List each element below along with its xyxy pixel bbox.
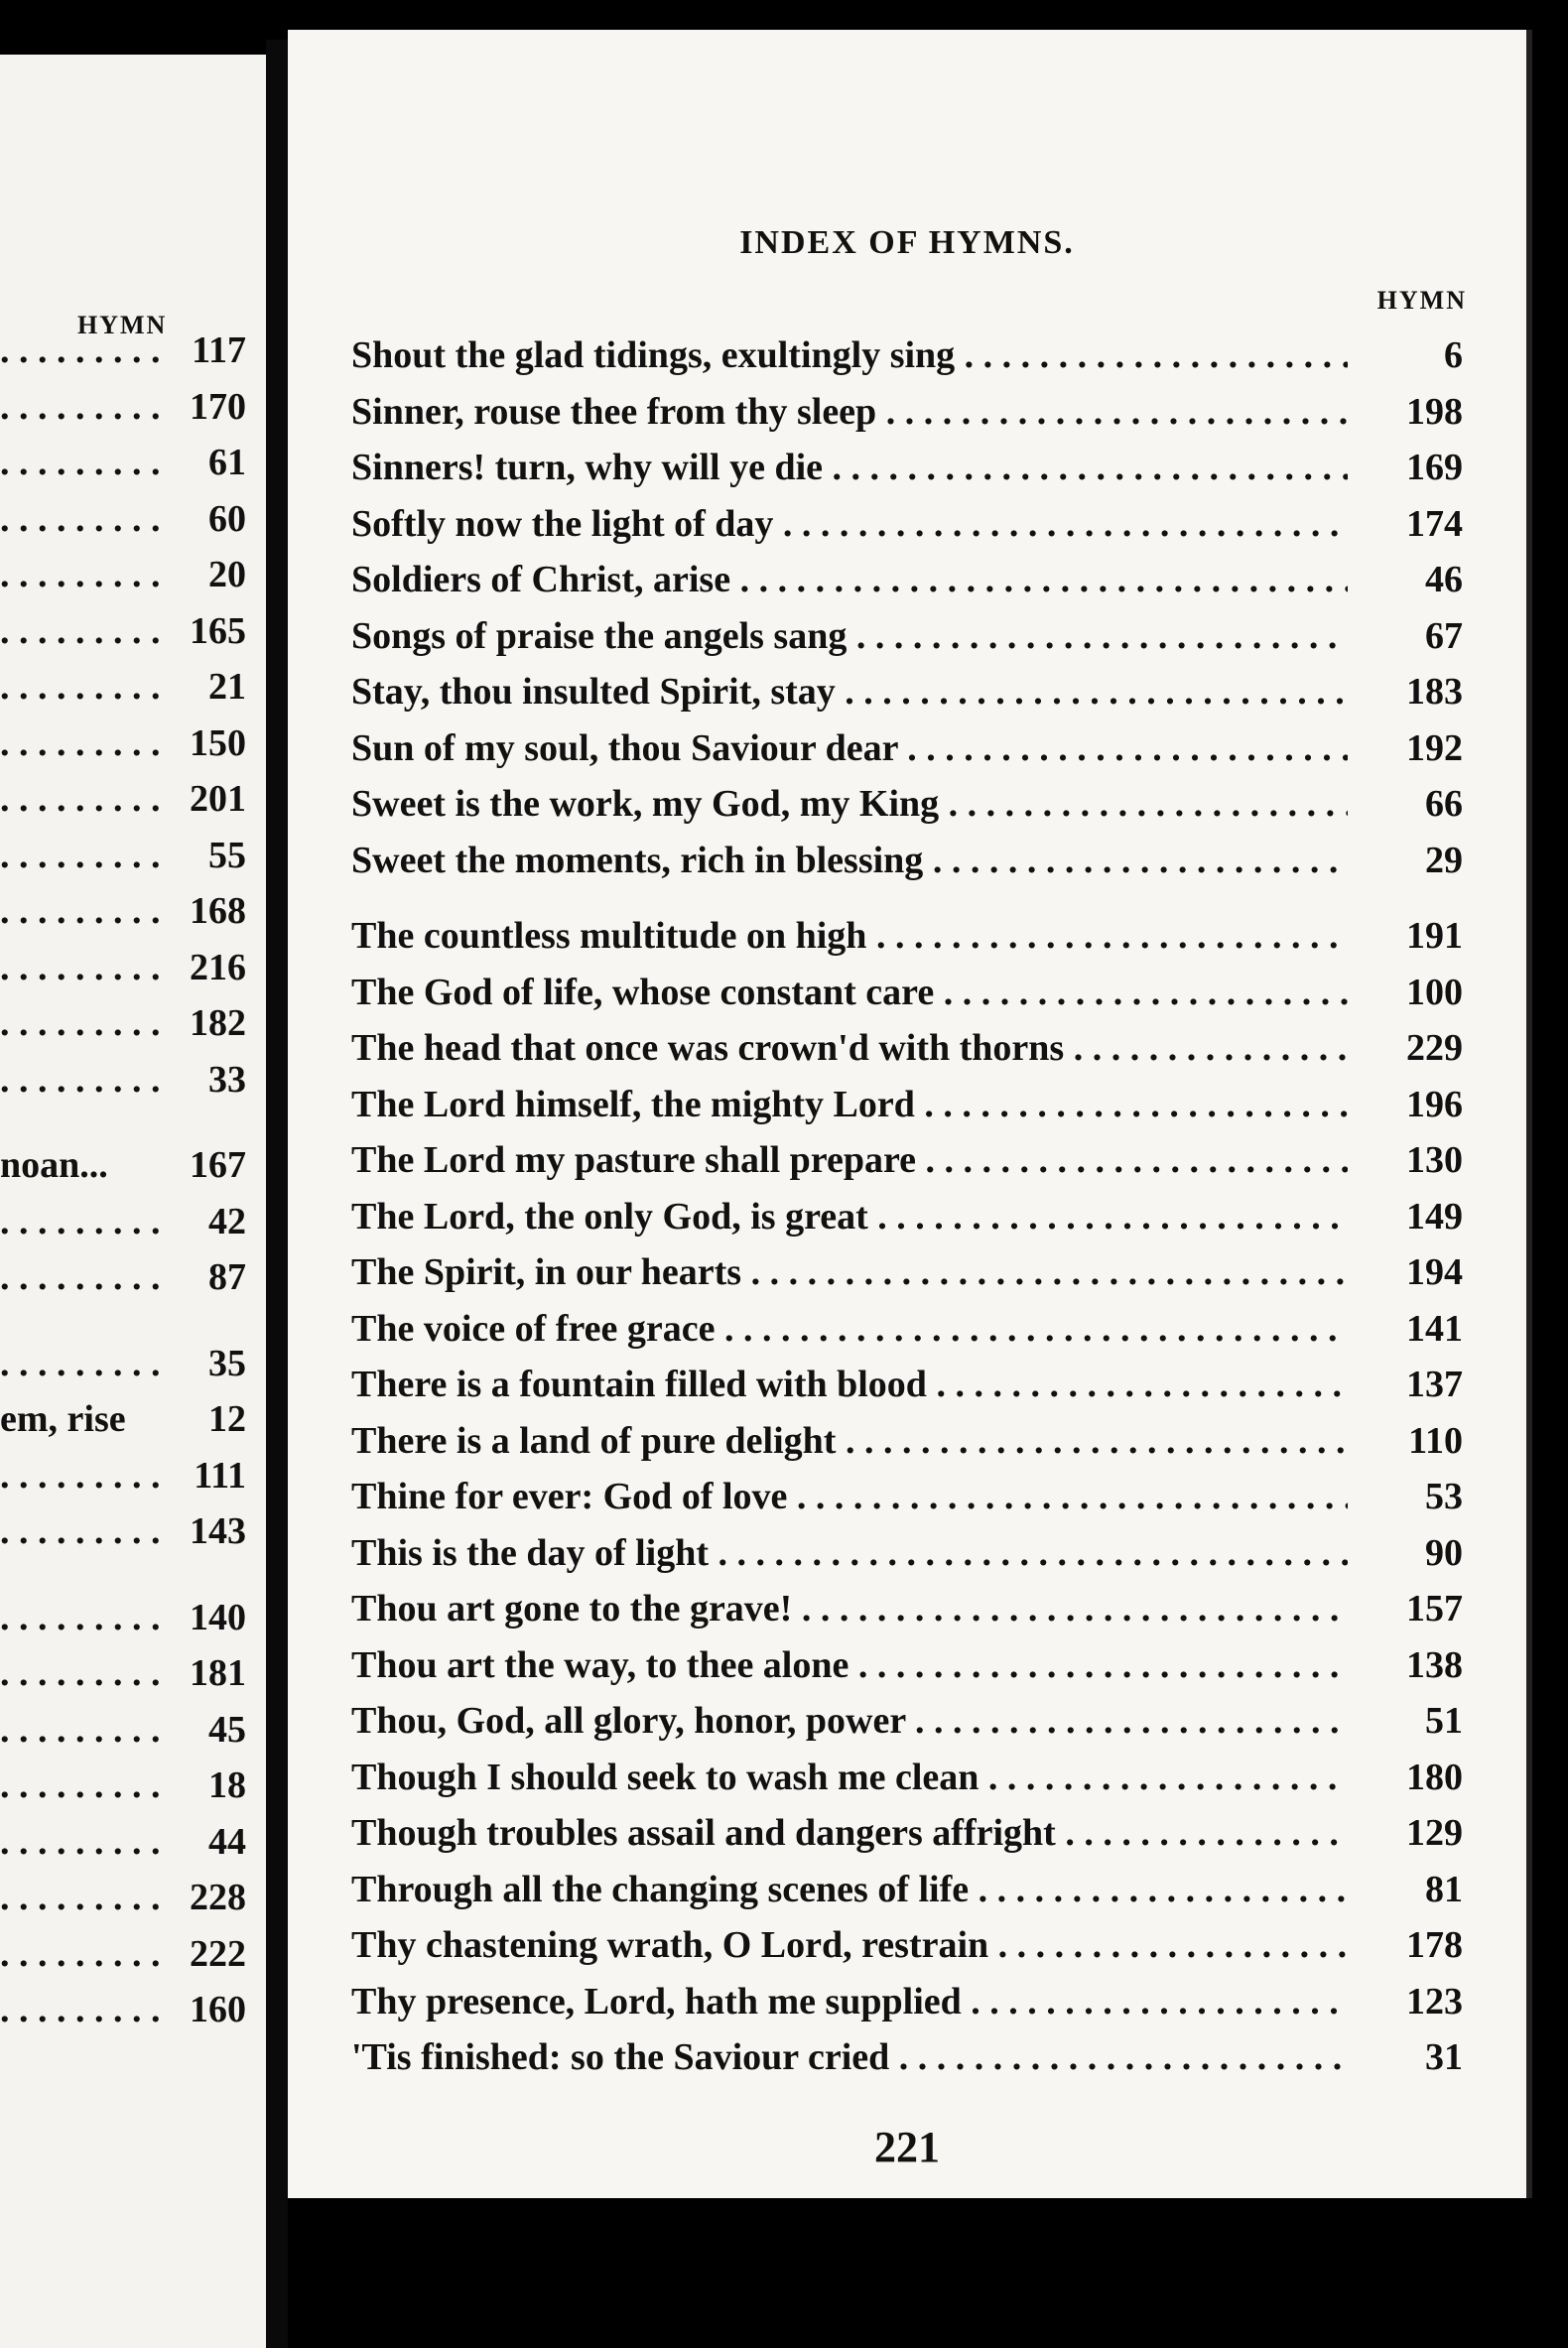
- left-index-entry: [0, 1139, 266, 1191]
- left-hymn-number: 228: [190, 1877, 246, 1918]
- left-hymn-number: 167: [190, 1144, 246, 1186]
- left-entry-fragment: [0, 1338, 159, 1389]
- hymn-title: Stay, thou insulted Spirit, stay . . .: [351, 666, 1348, 717]
- index-entry: [288, 1134, 1526, 1186]
- left-index-entry: [0, 549, 266, 600]
- index-entry: [288, 1583, 1526, 1634]
- left-entry-fragment: [0, 493, 159, 545]
- left-hymn-number: 140: [190, 1596, 246, 1638]
- left-hymn-number: 222: [190, 1932, 246, 1975]
- left-index-entry: [0, 1338, 266, 1389]
- left-hymn-number: 21: [208, 666, 246, 708]
- hymn-title: The head that once was crown'd with thorns . . .: [351, 1022, 1348, 1074]
- index-entry: [288, 666, 1526, 717]
- hymn-number: 157: [1406, 1588, 1463, 1630]
- index-entry: [288, 778, 1526, 830]
- index-entry: [288, 1919, 1526, 1971]
- left-entry-fragment: [0, 1054, 159, 1106]
- hymn-number: 31: [1425, 2036, 1463, 2078]
- left-hymn-number: 87: [208, 1256, 246, 1298]
- left-index-entry: [0, 605, 266, 657]
- index-entry: [288, 1752, 1526, 1803]
- left-index-entry: [0, 1760, 266, 1811]
- hymn-title: Through all the changing scenes of life . . .: [351, 1864, 1348, 1915]
- hymn-title: The Lord my pasture shall prepare . . .: [351, 1134, 1348, 1186]
- left-entry-fragment: [0, 1592, 159, 1643]
- index-entry: [288, 1303, 1526, 1355]
- index-entry: [288, 1022, 1526, 1074]
- hymn-title: The voice of free grace . . .: [351, 1303, 1348, 1355]
- hymn-number: 149: [1406, 1195, 1463, 1238]
- hymn-number: 51: [1425, 1700, 1463, 1742]
- hymn-number: 169: [1406, 447, 1463, 488]
- hymn-number: 29: [1425, 839, 1463, 881]
- left-index-entry: [0, 493, 266, 545]
- hymn-title: Though I should seek to wash me clean . . .: [351, 1752, 1348, 1803]
- hymn-title: The Lord himself, the mighty Lord . . .: [351, 1079, 1348, 1130]
- left-index-entry: [0, 942, 266, 993]
- hymn-title: Sun of my soul, thou Saviour dear . . .: [351, 722, 1348, 774]
- left-entry-fragment: [0, 1760, 159, 1811]
- left-entry-fragment: [0, 437, 159, 488]
- index-entry: [288, 1864, 1526, 1915]
- hymn-title: Shout the glad tidings, exultingly sing . . .: [351, 329, 1348, 381]
- left-hymn-number: 150: [190, 721, 246, 764]
- left-hymn-number: 143: [190, 1510, 246, 1552]
- hymn-title: The God of life, whose constant care . . .: [351, 967, 1348, 1018]
- left-hymn-number: 201: [190, 778, 246, 820]
- left-index-entry: [0, 1928, 266, 1980]
- left-entry-fragment: [0, 1196, 159, 1247]
- hymn-number: 66: [1425, 783, 1463, 825]
- hymn-number: 53: [1425, 1476, 1463, 1517]
- hymn-title: Sweet the moments, rich in blessing . . .: [351, 835, 1348, 886]
- page-number: 221: [874, 2123, 940, 2171]
- hymn-number: 81: [1425, 1868, 1463, 1910]
- book-spine: [266, 40, 288, 2348]
- index-entry: [288, 1695, 1526, 1747]
- left-column-header: HYMN: [77, 311, 168, 339]
- index-entry: [288, 1246, 1526, 1298]
- page-shadow: [288, 2198, 1532, 2348]
- left-index-entry: [0, 773, 266, 825]
- hymn-title: Softly now the light of day . . .: [351, 498, 1348, 550]
- index-entry: [288, 1191, 1526, 1242]
- left-hymn-number: 35: [208, 1342, 246, 1384]
- left-hymn-number: 44: [208, 1820, 246, 1863]
- index-entry: [288, 1807, 1526, 1859]
- hymn-title: Though troubles assail and dangers affright . . .: [351, 1807, 1348, 1859]
- left-hymn-number: 18: [208, 1764, 246, 1806]
- index-entry: [288, 722, 1526, 774]
- left-index-entry: [0, 830, 266, 881]
- left-hymn-number: 182: [190, 1002, 246, 1044]
- left-index-entry: [0, 1450, 266, 1501]
- left-index-entry: [0, 1251, 266, 1303]
- left-index-entry: [0, 1592, 266, 1643]
- left-hymn-number: 33: [208, 1058, 246, 1101]
- left-entry-fragment: noan...: [0, 1144, 108, 1186]
- left-hymn-number: 20: [208, 554, 246, 595]
- left-hymn-number: 168: [190, 890, 246, 932]
- left-index-entry: [0, 885, 266, 937]
- index-entry: [288, 554, 1526, 605]
- hymn-number: 198: [1406, 390, 1463, 433]
- left-index-entry: [0, 1704, 266, 1756]
- hymn-title: The countless multitude on high . . .: [351, 910, 1348, 962]
- left-index-entry: [0, 661, 266, 713]
- left-index-entry: [0, 1647, 266, 1699]
- left-hymn-number: 45: [208, 1708, 246, 1751]
- left-index-entry: [0, 1393, 266, 1445]
- index-entry: [288, 1527, 1526, 1579]
- hymn-number: 196: [1406, 1083, 1463, 1125]
- hymn-title: Thou art gone to the grave! . . .: [351, 1583, 1348, 1634]
- left-index-entry: [0, 325, 266, 376]
- left-hymn-number: 117: [192, 329, 246, 371]
- left-index-entry: [0, 1054, 266, 1106]
- left-hymn-number: 55: [208, 834, 246, 876]
- hymn-title: Sinner, rouse thee from thy sleep . . .: [351, 386, 1348, 438]
- left-hymn-number: 111: [194, 1454, 246, 1497]
- left-entry-fragment: [0, 381, 159, 433]
- left-entry-fragment: [0, 830, 159, 881]
- index-entry: [288, 1079, 1526, 1130]
- hymn-number: 100: [1406, 971, 1463, 1013]
- left-hymn-number: 12: [208, 1398, 246, 1440]
- hymn-number: 123: [1406, 1980, 1463, 2022]
- left-entry-fragment: [0, 661, 159, 713]
- left-entry-fragment: [0, 717, 159, 769]
- running-title: INDEX OF HYMNS.: [739, 224, 1075, 261]
- hymn-number: 194: [1406, 1251, 1463, 1293]
- hymn-title: This is the day of light . . .: [351, 1527, 1348, 1579]
- hymn-number: 180: [1406, 1756, 1463, 1798]
- hymn-title: Thou art the way, to thee alone . . .: [351, 1639, 1348, 1691]
- left-entry-fragment: [0, 325, 159, 376]
- left-entry-fragment: [0, 942, 159, 993]
- left-entry-fragment: [0, 997, 159, 1049]
- left-index-entry: [0, 1196, 266, 1247]
- right-column-header: HYMN: [1376, 286, 1467, 315]
- index-entry: [288, 1639, 1526, 1691]
- left-entry-fragment: [0, 1450, 159, 1501]
- hymn-title: The Lord, the only God, is great . . .: [351, 1191, 1348, 1242]
- left-hymn-number: 60: [208, 497, 246, 540]
- left-index-entry: [0, 997, 266, 1049]
- left-hymn-number: 165: [190, 609, 246, 652]
- hymn-title: Songs of praise the angels sang . . .: [351, 610, 1348, 662]
- hymn-number: 178: [1406, 1924, 1463, 1966]
- left-index-entry: [0, 437, 266, 488]
- index-entry: [288, 967, 1526, 1018]
- left-entry-fragment: [0, 1816, 159, 1868]
- hymn-number: 137: [1406, 1364, 1463, 1405]
- left-entry-fragment: [0, 605, 159, 657]
- left-entry-fragment: [0, 1984, 159, 2035]
- hymn-title: There is a fountain filled with blood . . .: [351, 1359, 1348, 1410]
- hymn-title: Thy presence, Lord, hath me supplied . . .: [351, 1976, 1348, 2027]
- left-entry-fragment: [0, 1647, 159, 1699]
- left-index-entry: [0, 1816, 266, 1868]
- left-hymn-number: 61: [208, 442, 246, 483]
- hymn-title: Thy chastening wrath, O Lord, restrain . . .: [351, 1919, 1348, 1971]
- index-entry: [288, 1359, 1526, 1410]
- left-hymn-number: 216: [190, 946, 246, 988]
- left-page-fragment: [0, 55, 266, 2348]
- hymn-title: Sweet is the work, my God, my King . . .: [351, 778, 1348, 830]
- left-hymn-number: 160: [190, 1989, 246, 2030]
- hymn-number: 192: [1406, 726, 1463, 769]
- index-entry: [288, 1471, 1526, 1522]
- left-hymn-number: 42: [208, 1200, 246, 1242]
- left-index-entry: [0, 1505, 266, 1557]
- left-entry-fragment: [0, 773, 159, 825]
- hymn-number: 130: [1406, 1139, 1463, 1181]
- hymn-number: 90: [1425, 1531, 1463, 1574]
- index-entry: [288, 1976, 1526, 2027]
- left-entry-fragment: [0, 549, 159, 600]
- hymn-number: 174: [1406, 502, 1463, 545]
- left-entry-fragment: [0, 1505, 159, 1557]
- index-entry: [288, 498, 1526, 550]
- hymn-number: 129: [1406, 1812, 1463, 1854]
- index-entry: [288, 1415, 1526, 1467]
- hymn-number: 229: [1406, 1027, 1463, 1069]
- left-index-entry: [0, 717, 266, 769]
- index-entry: [288, 910, 1526, 962]
- hymn-number: 67: [1425, 614, 1463, 657]
- hymn-title: 'Tis finished: so the Saviour cried . . .: [351, 2031, 1348, 2083]
- hymn-number: 191: [1406, 915, 1463, 957]
- left-hymn-number: 181: [190, 1652, 246, 1694]
- hymn-number: 6: [1444, 334, 1463, 376]
- index-entry: [288, 610, 1526, 662]
- left-entry-fragment: em, rise: [0, 1398, 126, 1440]
- index-entry: [288, 2031, 1526, 2083]
- hymn-number: 110: [1408, 1419, 1463, 1462]
- left-entry-fragment: [0, 885, 159, 937]
- hymn-title: The Spirit, in our hearts . . .: [351, 1246, 1348, 1298]
- left-entry-fragment: [0, 1251, 159, 1303]
- index-entry: [288, 329, 1526, 381]
- left-index-entry: [0, 1984, 266, 2035]
- hymn-number: 141: [1406, 1307, 1463, 1350]
- left-hymn-number: 170: [190, 385, 246, 428]
- hymn-title: Sinners! turn, why will ye die . . .: [351, 442, 1348, 493]
- index-entry: [288, 442, 1526, 493]
- hymn-title: Thine for ever: God of love . . .: [351, 1471, 1348, 1522]
- index-entry: [288, 835, 1526, 886]
- index-page: [288, 30, 1532, 2198]
- hymn-number: 138: [1406, 1643, 1463, 1686]
- left-index-entry: [0, 1872, 266, 1923]
- index-entry: [288, 386, 1526, 438]
- hymn-title: Thou, God, all glory, honor, power . . .: [351, 1695, 1348, 1747]
- left-index-entry: [0, 381, 266, 433]
- hymn-title: There is a land of pure delight . . .: [351, 1415, 1348, 1467]
- hymn-title: Soldiers of Christ, arise . . .: [351, 554, 1348, 605]
- left-entry-fragment: [0, 1928, 159, 1980]
- left-entry-fragment: [0, 1872, 159, 1923]
- left-entry-fragment: [0, 1704, 159, 1756]
- hymn-number: 183: [1406, 671, 1463, 713]
- hymn-number: 46: [1425, 559, 1463, 600]
